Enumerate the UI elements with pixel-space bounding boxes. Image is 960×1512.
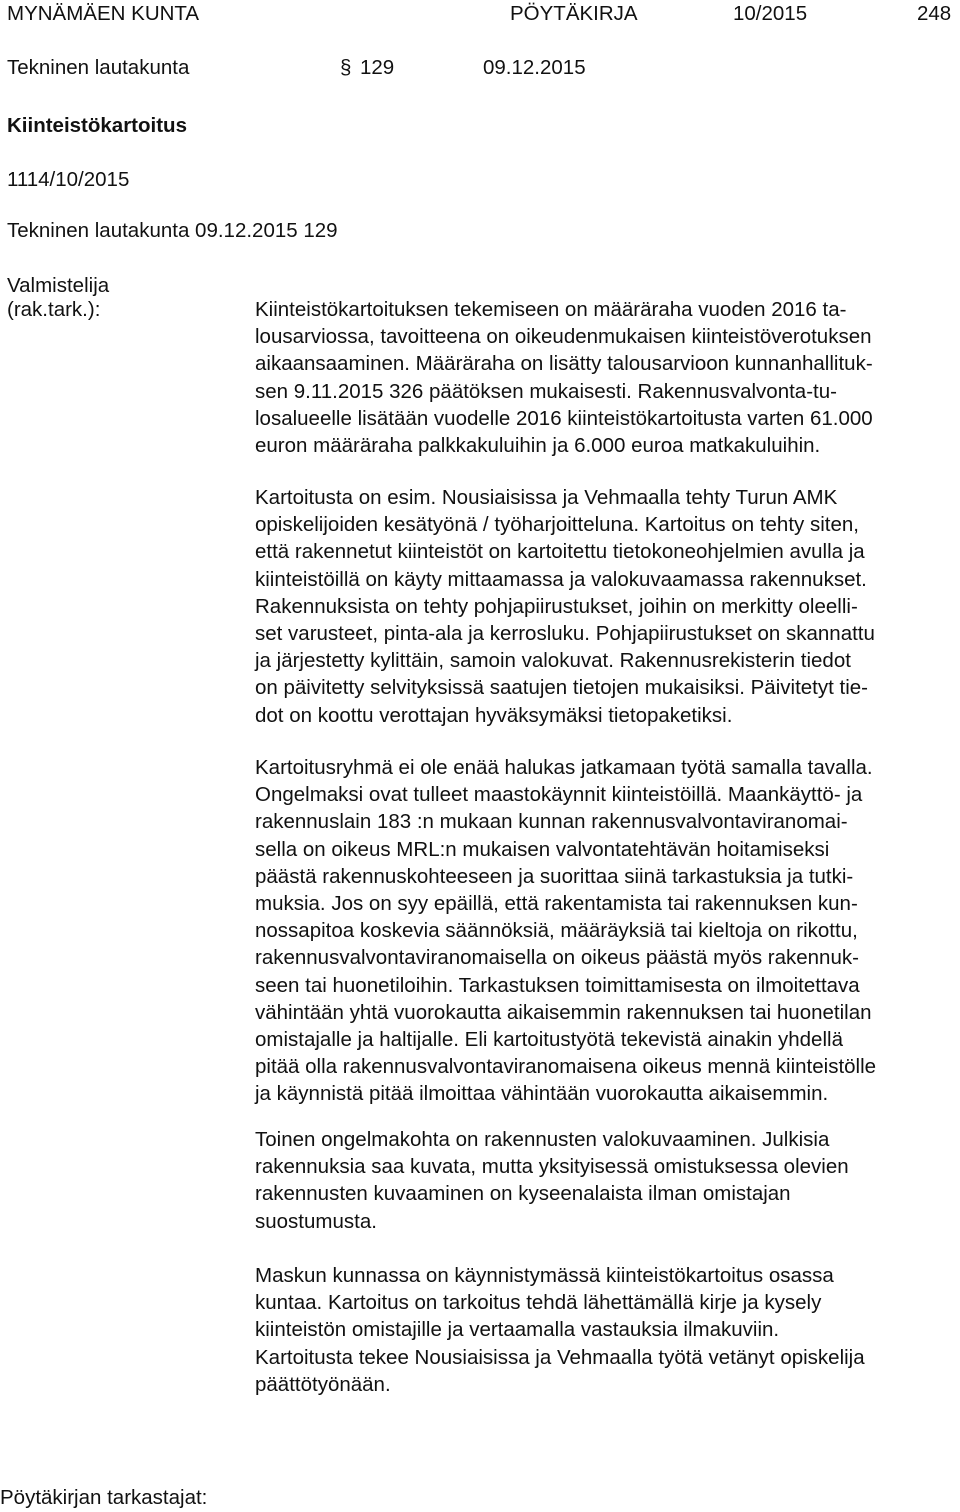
body-paragraph-1: Kiinteistökartoituksen tekemiseen on määräraha vuoden 2016 ta- lousarviossa, tavoitteena on oikeudenmukaisen kiinteistöverotuksen aikaansaaminen. Määräraha on lisätty talousarvioon kunnanhallituk- sen 9.11.2015 326 päätöksen mukaisesti. Rakennusvalvonta-tu- losalueelle lisätään vuodelle 2016 kiinteistökartoitusta varten 61.000 euron määräraha palkkakuluihin ja 6.000 euroa matkakuluihin. bbox=[255, 298, 873, 458]
body-paragraph-4: Toinen ongelmakohta on rakennusten valokuvaaminen. Julkisia rakennuksia saa kuvata, mutta yksityisessä omistuksessa olevien rakennusten kuvaaminen on kyseenalaista ilman omistajan suostumusta. bbox=[255, 1128, 849, 1233]
board-name: Tekninen lautakunta bbox=[7, 56, 190, 79]
item-title: Kiinteistökartoitus bbox=[7, 114, 187, 137]
section-number: 129 bbox=[360, 56, 395, 79]
document-type: PÖYTÄKIRJA bbox=[510, 2, 638, 25]
body-paragraph-3: Kartoitusryhmä ei ole enää halukas jatkamaan työtä samalla tavalla. Ongelmaksi ovat tulleet maastokäynnit kiinteistöillä. Maankäyttö- ja rakennuslain 183 :n mukaan kunnan rakennusvalvontaviranomai- sella on oikeus MRL:n mukaisen valvontatehtävän hoitamiseksi päästä rakennuskohteeseen ja suorittaa siinä tarkastuksia ja tutki- muksia. Jos on syy epäillä, että rakentamista tai rakennuksen kun- nossapitoa koskevia säännöksiä, määräyksiä tai kieltoja on rikottu, rakennusvalvontaviranomaisella on oikeus päästä myös rakennuk- seen tai huonetiloihin. Tarkastuksen toimittamisesta on ilmoitettava vähintään yhtä vuorokautta aikaisemmin rakennuksen tai huonetilan omistajalle ja haltijalle. Eli kartoitustyötä tekevistä ainakin yhdellä pitää olla rakennusvalvontaviranomaisena oikeus mennä kiinteistölle ja käynnistä pitää ilmoittaa vähintään vuorokautta aikaisemmin. bbox=[255, 756, 877, 1106]
preparer-role: (rak.tark.): bbox=[7, 298, 101, 321]
history-line: Tekninen lautakunta 09.12.2015 129 bbox=[7, 219, 338, 242]
body-paragraph-2: Kartoitusta on esim. Nousiaisissa ja Vehmaalla tehty Turun AMK opiskelijoiden kesätyönä / työharjoitteluna. Kartoitus on tehty siten, että rakennetut kiinteistöt on kartoitettu tietokoneohjelmien avulla ja kiinteistöillä on käyty mittaamassa ja valokuvaamassa rakennukset. Rakennuksista on tehty pohjapiirustukset, joihin on merkitty oleelli- set varusteet, pinta-ala ja kerrosluku. Pohjapiirustukset on skannattu ja järjestetty kylittäin, samoin valokuvat. Rakennusrekisterin tiedot on päivitetty selvityksissä saatujen tietojen mukaisiksi. Päivitetyt tie- dot on koottu verottajan hyväksymäksi tietopaketiksi. bbox=[255, 486, 875, 727]
reference-number: 1114/10/2015 bbox=[7, 168, 130, 191]
meeting-date: 09.12.2015 bbox=[483, 56, 586, 79]
preparer-label: Valmistelija bbox=[7, 274, 110, 297]
section-mark-icon: § bbox=[340, 56, 352, 79]
reviewers-label: Pöytäkirjan tarkastajat: bbox=[0, 1486, 208, 1509]
page-number: 248 bbox=[917, 2, 952, 25]
document-number: 10/2015 bbox=[733, 2, 808, 25]
body-paragraph-5: Maskun kunnassa on käynnistymässä kiinteistökartoitus osassa kuntaa. Kartoitus on tarkoitus tehdä lähettämällä kirje ja kysely kiinteistön omistajille ja vertaamalla vastauksia ilmakuviin. Kartoitusta tekee Nousiaisissa ja Vehmaalla työtä vetänyt opiskelija päättötyönään. bbox=[255, 1264, 865, 1396]
municipality-name: MYNÄMÄEN KUNTA bbox=[7, 2, 200, 25]
